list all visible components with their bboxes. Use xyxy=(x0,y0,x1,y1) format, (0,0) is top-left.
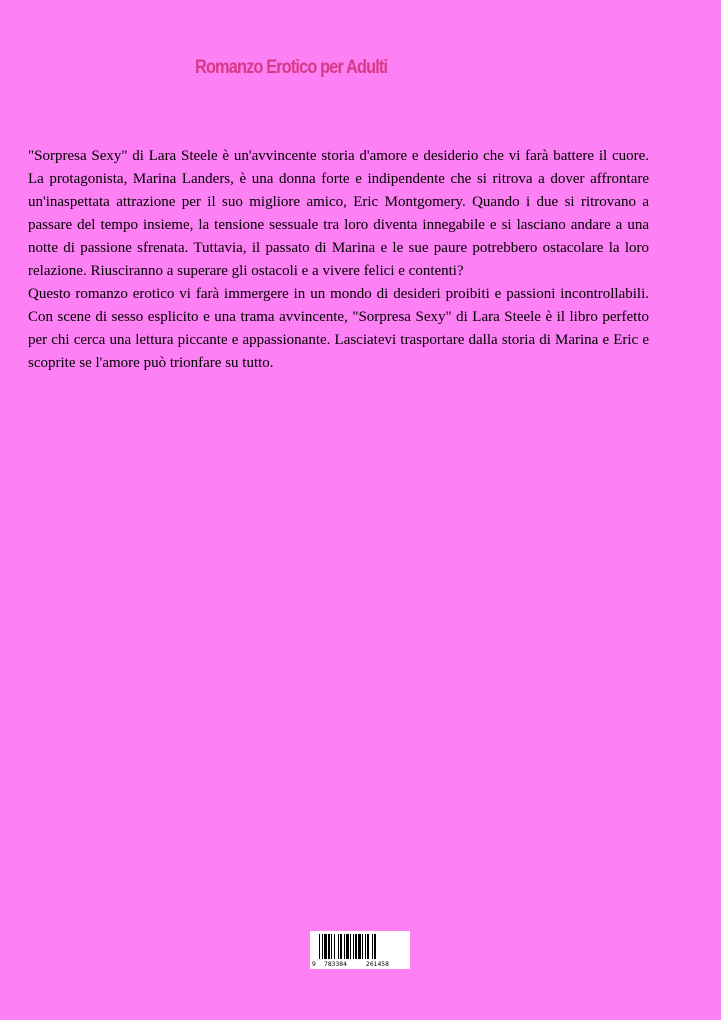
blurb-paragraph-1: "Sorpresa Sexy" di Lara Steele è un'avvincente storia d'amore e desiderio che vi farà battere il cuore. La protagonista, Marina Landers, è una donna forte e indipendente che si ritrova a dover affrontare un'inaspettata attrazione per il suo migliore amico, Eric Montgomery. Quando i due si ritrovano a passare del tempo insieme, la tensione sessuale tra loro diventa innegabile e si lasciano andare a una notte di passione sfrenata. Tuttavia, il passato di Marina e le sue paure potrebbero ostacolare la loro relazione. Riusciranno a superare gli ostacoli e a vivere felici e contenti? xyxy=(28,148,649,279)
isbn-barcode xyxy=(310,931,410,969)
cover-title: Romanzo Erotico per Adulti xyxy=(195,57,388,78)
blurb-paragraph-2: Questo romanzo erotico vi farà immergere in un mondo di desideri proibiti e passioni incontrollabili. Con scene di sesso esplicito e una trama avvincente, "Sorpresa Sexy" di Lara Steele è il libro perfetto per chi cerca una lettura piccante e appassionante. Lasciatevi trasportare dalla storia di Marina e Eric e scoprite se l'amore può trionfare su tutto. xyxy=(28,286,649,371)
barcode-group-2: 261458 xyxy=(366,961,389,968)
barcode-bars xyxy=(310,931,410,961)
back-cover-blurb xyxy=(28,145,649,375)
barcode-group-1: 783384 xyxy=(324,961,347,968)
barcode-prefix: 9 xyxy=(312,961,316,968)
